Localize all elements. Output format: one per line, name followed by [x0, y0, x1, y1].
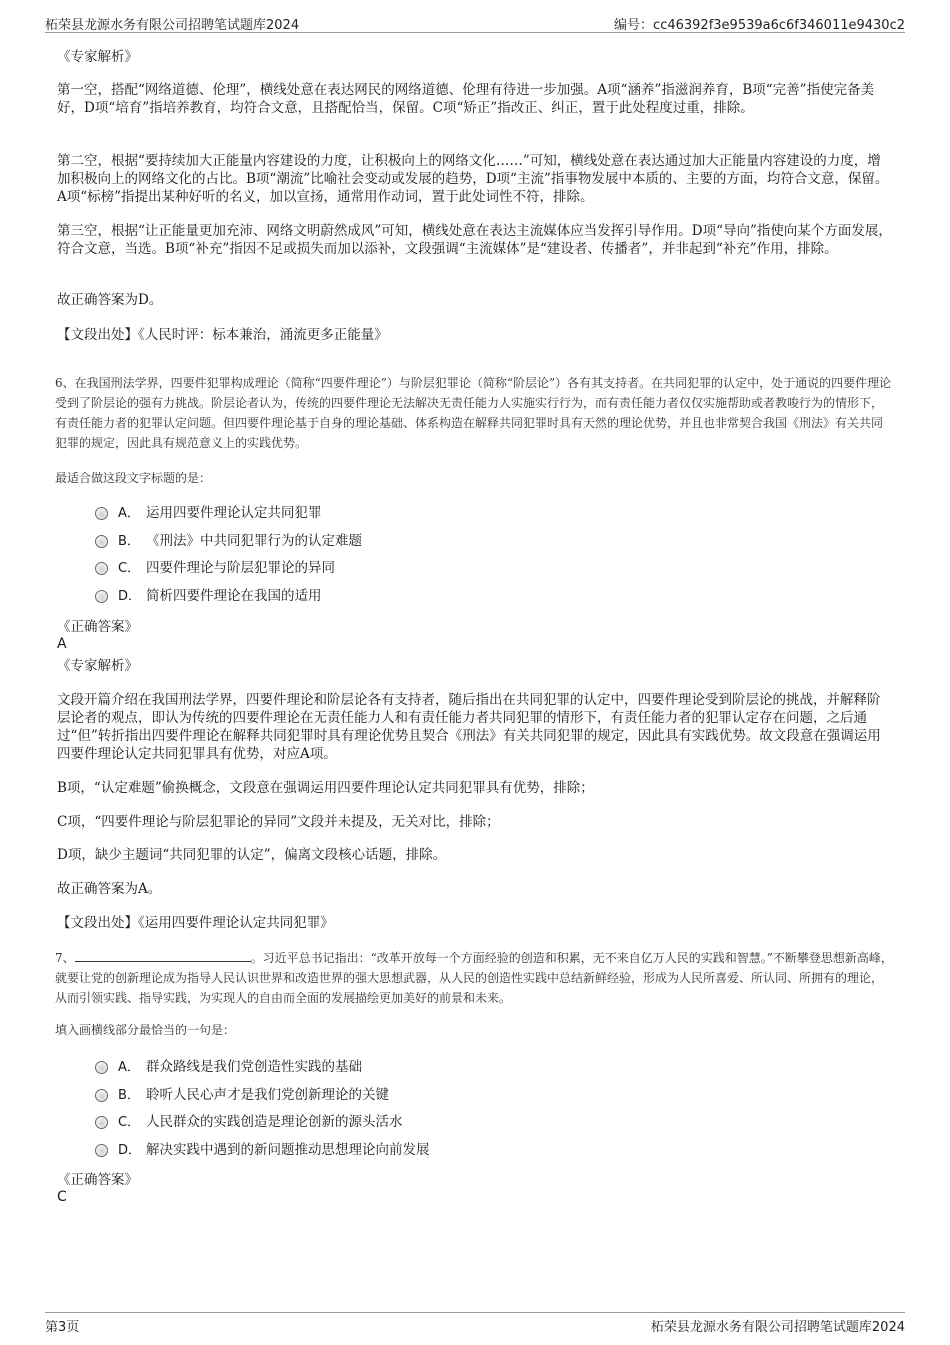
- radio-icon[interactable]: [95, 562, 108, 575]
- page-number: 第3页: [45, 1320, 80, 1335]
- page-header: [45, 10, 905, 33]
- q7-option-d[interactable]: D． 解决实践中遇到的新问题推动思想理论向前发展: [95, 1140, 430, 1160]
- q6-source: 【文段出处】《运用四要件理论认定共同犯罪》: [57, 915, 334, 931]
- q6-answer-label: 《正确答案》: [57, 619, 138, 635]
- q6-option-d[interactable]: D． 简析四要件理论在我国的适用: [95, 586, 322, 606]
- q5-conclusion: 故正确答案为D。: [57, 292, 163, 308]
- q7-option-c[interactable]: C． 人民群众的实践创造是理论创新的源头活水: [95, 1112, 403, 1132]
- q5-analysis-p1: 第一空，搭配“网络道德、伦理”，横线处意在表达网民的网络道德、伦理有待进一步加强。A项“涵养”指滋润养育，B项“完善”指使完备美好，D项“培育”指培养教育，均符合文意，且搭配恰当，保留。C项“矫正”指改正、纠正，置于此处程度过重，排除。: [57, 82, 875, 116]
- q5-source: 【文段出处】《人民时评：标本兼治，涌流更多正能量》: [57, 327, 388, 343]
- q6-answer: A: [57, 636, 67, 652]
- q6-question: 最适合做这段文字标题的是：: [55, 471, 212, 485]
- radio-icon[interactable]: [95, 1089, 108, 1102]
- radio-icon[interactable]: [95, 1061, 108, 1074]
- q5-analysis-p2: 第二空，根据“要持续加大正能量内容建设的力度，让积极向上的网络文化……”可知，横线处意在表达通过加大正能量内容建设的力度，增加积极向上的网络文化的占比。B项“潮流”比喻社会变动或发展的趋势，D项“主流”指事物发展中本质的、主要的方面，均符合文意，保留。A项“标榜”指提出某种好听的名义，加以宣扬，通常用作动词，置于此处词性不符，排除。: [57, 153, 889, 205]
- radio-icon[interactable]: [95, 507, 108, 520]
- q6-conclusion: 故正确答案为A。: [57, 881, 162, 897]
- q6-option-a[interactable]: A． 运用四要件理论认定共同犯罪: [95, 503, 322, 523]
- q7-answer: C: [57, 1189, 67, 1205]
- page-footer: [45, 1312, 905, 1335]
- q5-analysis-label: 《专家解析》: [57, 49, 138, 65]
- radio-icon[interactable]: [95, 1116, 108, 1129]
- q6-option-b[interactable]: B． 《刑法》中共同犯罪行为的认定难题: [95, 531, 362, 551]
- q6-analysis-p1: 文段开篇介绍在我国刑法学界，四要件理论和阶层论各有支持者，随后指出在共同犯罪的认定中，四要件理论受到阶层论的挑战，并解释阶层论者的观点，即认为传统的四要件理论在无责任能力人和有责任能力者共同犯罪的情形下，有责任能力者的犯罪认定存在问题，之后通过“但”转折指出四要件理论在解释共同犯罪时具有理论优势且契合《刑法》有关共同犯罪的规定，因此具有实践优势。故文段意在强调运用四要件理论认定共同犯罪具有优势，对应A项。: [57, 692, 881, 762]
- radio-icon[interactable]: [95, 535, 108, 548]
- q6-analysis-p3: C项，“四要件理论与阶层犯罪论的异同”文段并未提及，无关对比，排除；: [57, 814, 500, 830]
- q6-analysis-label: 《专家解析》: [57, 658, 138, 674]
- q6-analysis-p2: B项，“认定难题”偷换概念，文段意在强调运用四要件理论认定共同犯罪具有优势，排除；: [57, 780, 594, 796]
- header-serial: 编号：cc46392f3e9539a6c6f346011e9430c2: [614, 18, 905, 33]
- header-title: 柘荣县龙源水务有限公司招聘笔试题库2024: [45, 18, 300, 33]
- q5-analysis-p3: 第三空，根据“让正能量更加充沛、网络文明蔚然成风”可知，横线处意在表达主流媒体应当发挥引导作用。D项“导向”指使向某个方面发展，符合文意，当选。B项“补充”指因不足或损失而加以添补，文段强调“主流媒体”是“建设者、传播者”，并非起到“补充”作用，排除。: [57, 223, 892, 257]
- radio-icon[interactable]: [95, 1144, 108, 1157]
- q7-question: 填入画横线部分最恰当的一句是：: [55, 1023, 236, 1037]
- q6-stem: 6、在我国刑法学界，四要件犯罪构成理论（简称“四要件理论”）与阶层犯罪论（简称“阶层论”）各有其支持者。在共同犯罪的认定中，处于通说的四要件理论受到了阶层论的强有力挑战。阶层论者认为，传统的四要件理论无法解决无责任能力人实施实行行为，而有责任能力者仅仅实施帮助或者教唆行为的情形下，有责任能力者的犯罪认定问题。但四要件理论基于自身的理论基础、体系构造在解释共同犯罪时具有天然的理论优势，并且也非常契合我国《刑法》有关共同犯罪的规定，因此具有规范意义上的实践优势。: [55, 376, 892, 450]
- q7-answer-label: 《正确答案》: [57, 1172, 138, 1188]
- q7-stem: 7、 。习近平总书记指出：“改革开放每一个方面经验的创造和积累，无不来自亿万人民的实践和智慧。”不断攀登思想新高峰，就要让党的创新理论成为指导人民认识世界和改造世界的强大思想武器，从人民的创造性实践中总结新鲜经验，形成为人民所喜爱、所认同、所拥有的理论，从而引领实践、指导实践，为实现人的自由而全面的发展描绘更加美好的前景和未来。: [55, 951, 893, 1005]
- q7-option-b[interactable]: B． 聆听人民心声才是我们党创新理论的关键: [95, 1085, 389, 1105]
- footer-title: 柘荣县龙源水务有限公司招聘笔试题库2024: [650, 1320, 905, 1335]
- radio-icon[interactable]: [95, 590, 108, 603]
- q6-option-c[interactable]: C． 四要件理论与阶层犯罪论的异同: [95, 558, 335, 578]
- q6-analysis-p4: D项，缺少主题词“共同犯罪的认定”，偏离文段核心话题，排除。: [57, 847, 447, 863]
- fill-blank: [75, 949, 251, 962]
- q7-option-a[interactable]: A． 群众路线是我们党创造性实践的基础: [95, 1057, 362, 1077]
